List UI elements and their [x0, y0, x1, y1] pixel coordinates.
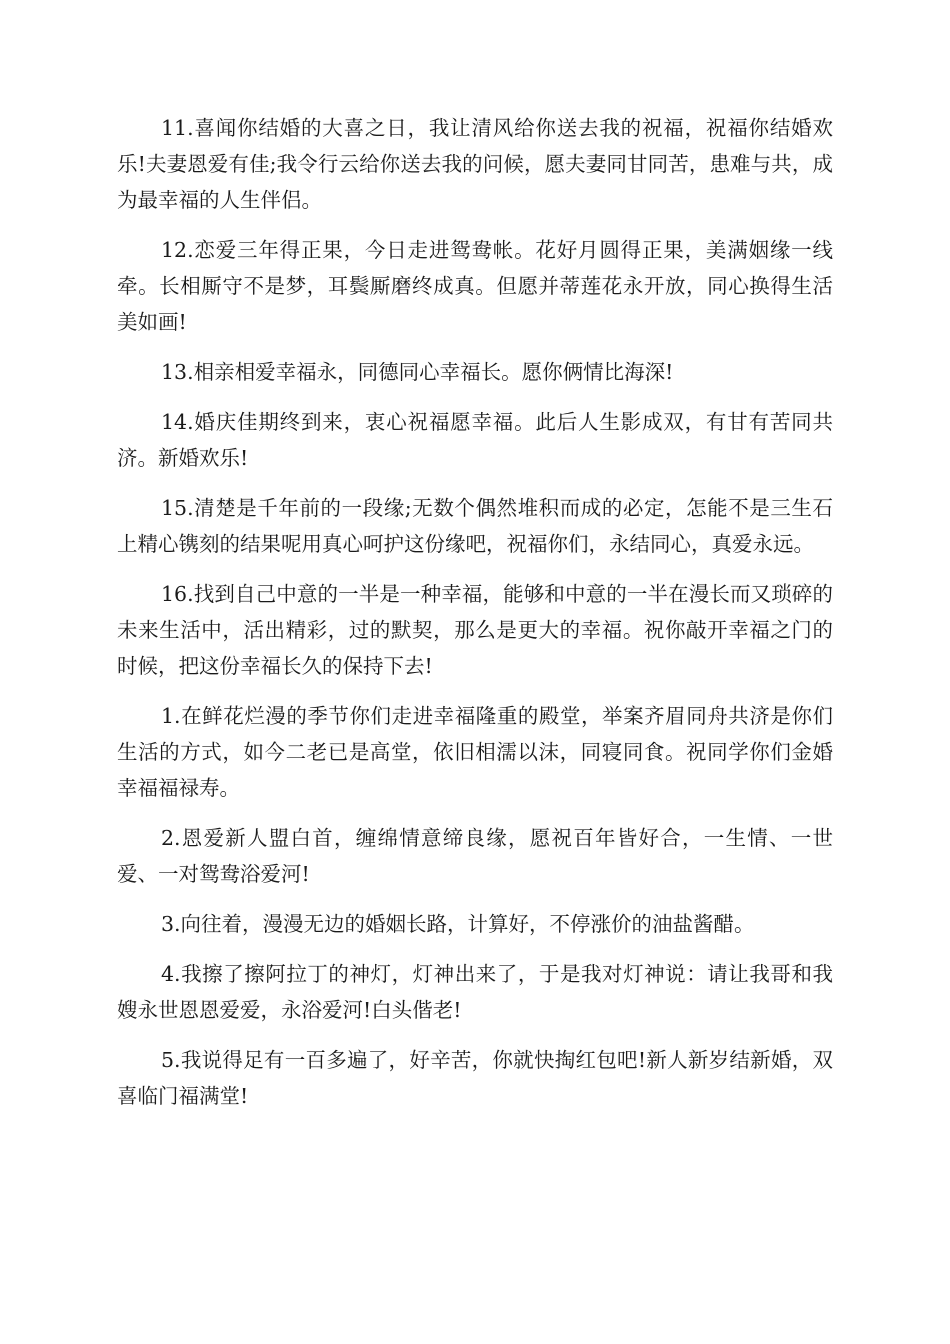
document-body [117, 110, 833, 1128]
paragraph-15: 15.清楚是千年前的一段缘;无数个偶然堆积而成的必定，怎能不是三生石上精心镌刻的结果呢用真心呵护这份缘吧，祝福你们，永结同心，真爱永远。 [117, 496, 833, 556]
paragraph-14: 14.婚庆佳期终到来，衷心祝福愿幸福。此后人生影成双，有甘有苦同共济。新婚欢乐! [117, 410, 833, 470]
paragraph-5: 5.我说得足有一百多遍了，好辛苦，你就快掏红包吧!新人新岁结新婚，双喜临门福满堂! [117, 1048, 833, 1108]
paragraph-13: 13.相亲相爱幸福永，同德同心幸福长。愿你俩情比海深! [161, 360, 674, 384]
paragraph-16: 16.找到自己中意的一半是一种幸福，能够和中意的一半在漫长而又琐碎的未来生活中，活出精彩，过的默契，那么是更大的幸福。祝你敲开幸福之门的时候，把这份幸福长久的保持下去! [117, 582, 833, 678]
paragraph-4: 4.我擦了擦阿拉丁的神灯，灯神出来了，于是我对灯神说：请让我哥和我嫂永世恩恩爱爱，永浴爱河!白头偕老! [117, 962, 833, 1022]
paragraph-1: 1.在鲜花烂漫的季节你们走进幸福隆重的殿堂，举案齐眉同舟共济是你们生活的方式，如今二老已是高堂，依旧相濡以沫，同寝同食。祝同学你们金婚幸福福禄寿。 [117, 704, 833, 800]
paragraph-2: 2.恩爱新人盟白首，缠绵情意缔良缘，愿祝百年皆好合，一生情、一世爱、一对鸳鸯浴爱河! [117, 826, 833, 886]
paragraph-12: 12.恋爱三年得正果，今日走进鸳鸯帐。花好月圆得正果，美满姻缘一线牵。长相厮守不是梦，耳鬓厮磨终成真。但愿并蒂莲花永开放，同心换得生活美如画! [117, 238, 833, 334]
paragraph-11: 11.喜闻你结婚的大喜之日，我让清风给你送去我的祝福，祝福你结婚欢乐!夫妻恩爱有佳;我令行云给你送去我的问候，愿夫妻同甘同苦，患难与共，成为最幸福的人生伴侣。 [117, 116, 833, 212]
paragraph-3: 3.向往着，漫漫无边的婚姻长路，计算好，不停涨价的油盐酱醋。 [161, 912, 755, 936]
